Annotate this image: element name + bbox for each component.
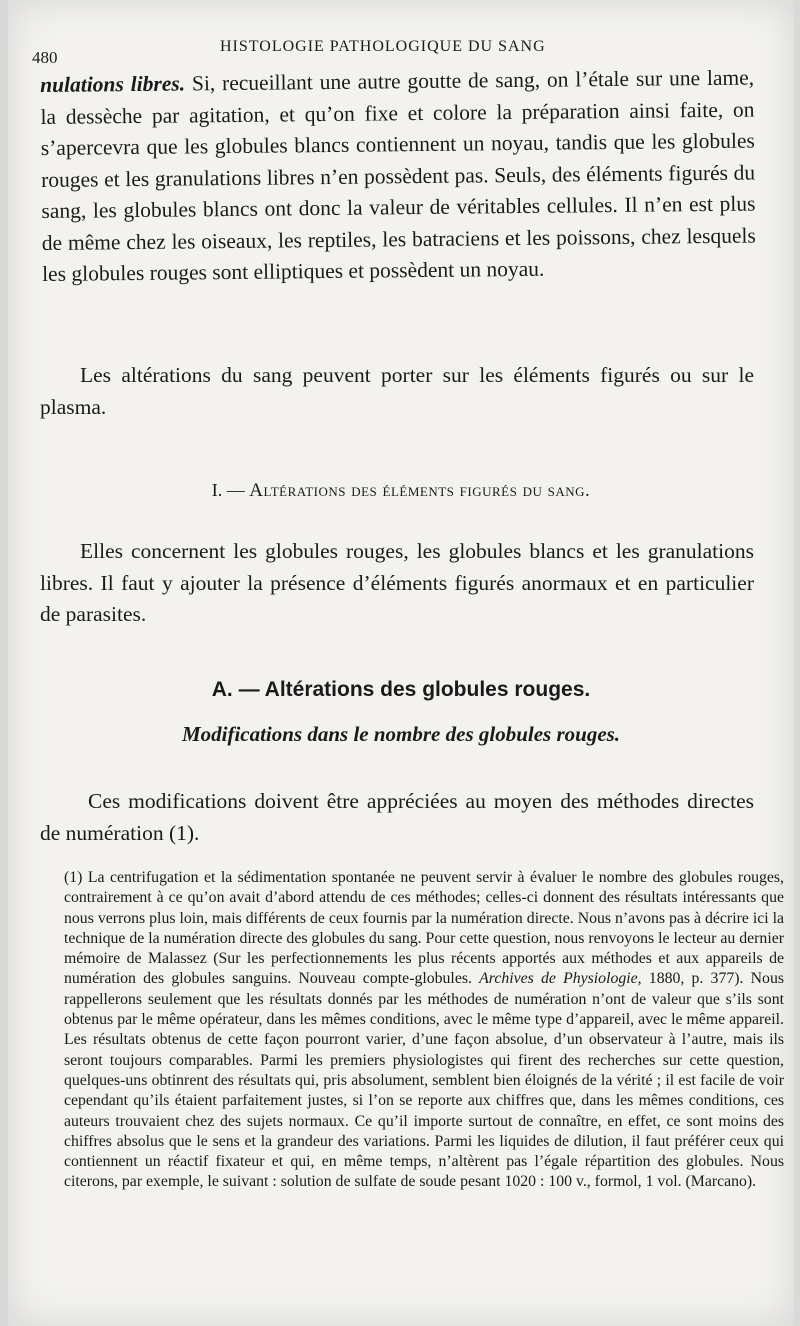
section-title: Altérations des éléments figurés du sang.	[249, 480, 591, 501]
page-number: 480	[32, 48, 58, 67]
footnote	[64, 868, 784, 1193]
section-heading	[8, 480, 794, 502]
footnote-text-1: (1) La centrifugation et la sédimentation spontanée ne peuvent servir à évaluer le nombre des globules rouges, contrairement à ce qu’on avait d’abord attendu de ces méthodes; celles-ci donnent des résultats intéressants que nous verrons plus loin, mais différents de ceux fournis par la numération directe. Nous n’avons pas à décrire ici la technique de la numération directe des globules du sang. Pour cette question, nous renvoyons le lecteur au dernier mémoire de Malassez (Sur les perfectionnements les plus récents apportés aux méthodes et aux appareils de numération des globules sanguins. Nouveau compte-globules.	[64, 869, 784, 988]
paragraph-lead-italic: nulations libres.	[40, 71, 186, 97]
footnote-journal: Archives de Physiologie	[479, 970, 638, 988]
subsection-heading: A. — Altérations des globules rouges.	[211, 678, 591, 701]
paragraph-body: Si, recueillant une autre goutte de sang, on l’étale sur une lame, la dessèche par agitation, et qu’on fixe et colore la préparation ainsi faite, on s’apercevra que les globules blancs contiennent un noyau, tandis que les globules rouges et les granulations libres n’en possèdent pas. Seuls, des éléments figurés du sang, les globules blancs ont donc la valeur de véritables cellules. Il n’en est plus de même chez les oiseaux, les reptiles, les batraciens et les poissons, chez lesquels les globules rouges sont elliptiques et possèdent un noyau.	[40, 65, 756, 286]
paragraph-modifications: Ces modifications doivent être appréciées au moyen des méthodes directes de numération (1).	[40, 789, 754, 845]
paragraph-alterations: Les altérations du sang peuvent porter sur les éléments figurés ou sur le plasma.	[40, 363, 754, 419]
running-title: HISTOLOGIE PATHOLOGIQUE DU SANG	[220, 38, 546, 55]
paragraph-concernent: Elles concernent les globules rouges, les globules blancs et les granulations libres. Il faut y ajouter la présence d’éléments figurés anormaux et en particulier de parasites.	[40, 539, 754, 626]
book-page	[8, 0, 794, 1326]
footnote-text-2: , 1880, p. 377). Nous rappellerons seulement que les résultats donnés par les méthodes de numération n’ont de valeur que s’ils sont obtenus par le même opérateur, dans les mêmes conditions, avec le même type d’appareil, avec le même appareil. Les résultats obtenus de cette façon pourront varier, d’une façon absolue, d’un observateur à l’autre, mais ils seront toujours comparables. Parmi les premiers physiologistes qui firent des recherches sur cette question, quelques-uns obtinrent des résultats qui, pris absolument, semblent bien éloignés de la vérité ; il est facile de voir cependant qu’ils étaient parfaitement justes, si l’on se reporte aux chiffres que, dans les mêmes conditions, ces auteurs trouvaient chez des sujets normaux. Ce qu’il importe surtout de connaître, en effet, ce sont moins des chiffres absolus que le sens et la grandeur des variations. Parmi les liquides de dilution, il faut préférer ceux qui contiennent un réactif fixateur et qui, en même temps, n’altèrent pas l’égale répartition des globules. Nous citerons, par exemple, le suivant : solution de sulfate de soude pesant 1020 : 100 v., formol, 1 vol. (Marcano).	[64, 970, 784, 1191]
section-number: I. —	[211, 480, 245, 500]
subsubsection-heading: Modifications dans le nombre des globules rouges.	[181, 722, 621, 746]
paragraph-continuation	[40, 63, 756, 291]
